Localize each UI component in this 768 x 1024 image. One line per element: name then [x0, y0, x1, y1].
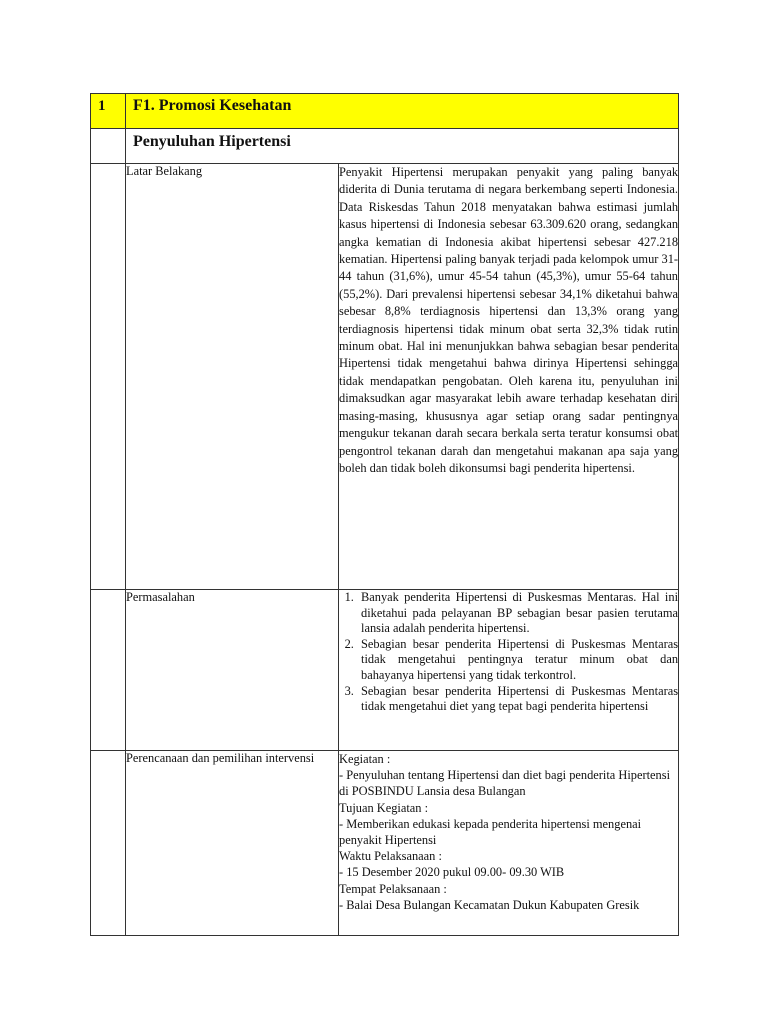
problems-cell	[339, 590, 679, 751]
planning-row	[91, 751, 679, 936]
section-title: F1. Promosi Kesehatan	[126, 94, 679, 129]
planning-label: Perencanaan dan pemilihan intervensi	[126, 751, 339, 936]
problems-label: Permasalahan	[126, 590, 339, 751]
goal-detail: - Memberikan edukasi kepada penderita hipertensi mengenai penyakit Hipertensi	[339, 816, 642, 848]
empty-cell	[91, 129, 126, 164]
problem-item: 3. Sebagian besar penderita Hipertensi di Puskesmas Mentaras tidak mengetahui diet yang tepat bagi penderita hipertensi	[357, 684, 678, 715]
activity-detail: - Penyuluhan tentang Hipertensi dan diet bagi penderita Hipertensi di POSBINDU Lansia desa Bulangan	[339, 768, 671, 799]
activity-heading: Kegiatan :	[339, 752, 391, 766]
place-heading: Tempat Pelaksanaan :	[339, 881, 447, 896]
planning-cell	[339, 751, 679, 936]
background-label: Latar Belakang	[126, 164, 339, 590]
empty-cell	[91, 164, 126, 590]
time-heading: Waktu Pelaksanaan :	[339, 849, 442, 864]
section-header-row	[91, 94, 679, 129]
background-text: Penyakit Hipertensi merupakan penyakit yang paling banyak diderita di Dunia terutama di negara berkembang seperti Indonesia. Data Riskesdas Tahun 2018 menyatakan bahwa estimasi jumlah kasus hipertensi di Indonesia sebesar 63.309.620 orang, sedangkan angka kematian di Indonesia akibat hipertensi sebesar 427.218 kematian. Hipertensi paling banyak terjadi pada kelompok umur 31-44 tahun (31,6%), umur 45-54 tahun (45,3%), umur 55-64 tahun (55,2%). Dari prevalensi hipertensi sebesar 34,1% diketahui bahwa sebesar 8,8% terdiagnosis hipertensi dan 13,3% orang yang terdiagnosis hipertensi tidak minum obat serta 32,3% tidak rutin minum obat. Hal ini menunjukkan bahwa sebagian besar penderita Hipertensi tidak mengetahui bahwa dirinya Hipertensi sehingga tidak mendapatkan pengobatan. Oleh karena itu, penyuluhan ini dimaksudkan agar masyarakat lebih aware terhadap kesehatan diri masing-masing, khususnya agar setiap orang sadar pentingnya mengukur tekanan darah secara berkala serta teratur konsumsi obat pengontrol tekanan darah dan mengetahui makanan apa saja yang boleh dan tidak boleh dikonsumsi bagi penderita hipertensi.	[339, 164, 679, 590]
report-table	[90, 93, 679, 936]
problem-item: 2. Sebagian besar penderita Hipertensi di Puskesmas Mentaras tidak mengetahui pentingnya teratur minum obat dan bahayanya hipertensi yang tidak terkontrol.	[357, 637, 678, 684]
background-row	[91, 164, 679, 590]
problems-list	[339, 590, 678, 715]
problems-row	[91, 590, 679, 751]
problem-item: 1. Banyak penderita Hipertensi di Puskesmas Mentaras. Hal ini diketahui pada pelayanan BP sebagian besar pasien terutama lansia adalah penderita hipertensi.	[357, 590, 678, 637]
subtitle-row	[91, 129, 679, 164]
section-number: 1	[91, 94, 126, 129]
place-detail: - Balai Desa Bulangan Kecamatan Dukun Kabupaten Gresik	[339, 897, 640, 912]
goal-heading: Tujuan Kegiatan :	[339, 800, 429, 815]
time-detail: - 15 Desember 2020 pukul 09.00- 09.30 WIB	[339, 865, 565, 880]
empty-cell	[91, 751, 126, 936]
empty-cell	[91, 590, 126, 751]
activity-title: Penyuluhan Hipertensi	[126, 129, 679, 164]
